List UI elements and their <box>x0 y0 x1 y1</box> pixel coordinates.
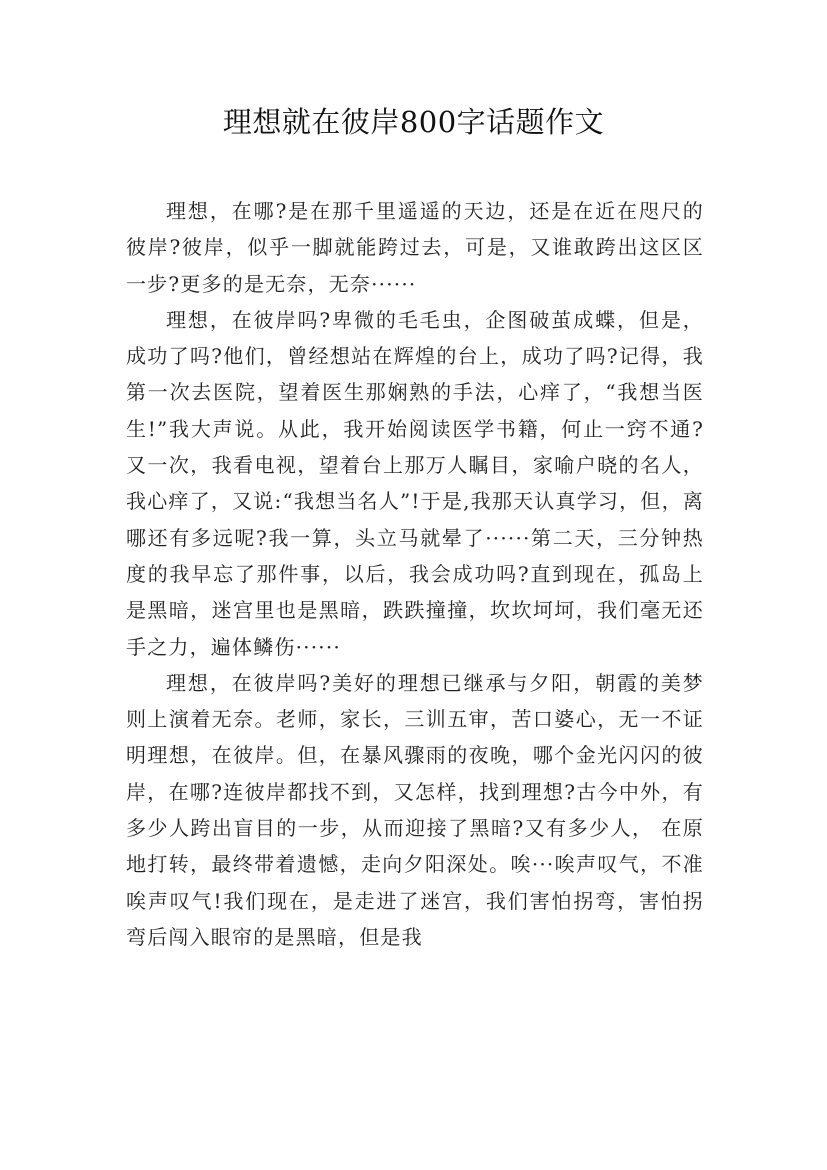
document-title: 理想就在彼岸800字话题作文 <box>222 105 605 139</box>
paragraph-2: 理想，在彼岸吗?卑微的毛毛虫，企图破茧成蝶，但是，成功了吗?他们，曾经想站在辉煌的台上，成功了吗?记得，我第一次去医院，望着医生那娴熟的手法，心痒了，“我想当医生!”我大声说。从此，我开始阅读医学书籍，何止一窍不通?又一次，我看电视，望着台上那万人瞩目，家喻户晓的名人，我心痒了，又说:“我想当名人”!于是,我那天认真学习，但，离哪还有多远呢?我一算，头立马就晕了······第二天，三分钟热度的我早忘了那件事，以后，我会成功吗?直到现在，孤岛上是黑暗，迷宫里也是黑暗，跌跌撞撞，坎坎坷坷，我们毫无还手之力，遍体鳞伤······ <box>126 307 704 659</box>
paragraph-1: 理想，在哪?是在那千里遥遥的天边，还是在近在咫尺的彼岸?彼岸，似乎一脚就能跨过去，可是，又谁敢跨出这区区一步?更多的是无奈，无奈······ <box>126 199 704 296</box>
document-body <box>126 193 704 955</box>
paragraph-3: 理想，在彼岸吗?美好的理想已继承与夕阳，朝霞的美梦则上演着无奈。老师，家长，三训五审，苦口婆心，无一不证明理想，在彼岸。但，在暴风骤雨的夜晚，哪个金光闪闪的彼岸，在哪?连彼岸都找不到，又怎样，找到理想?古今中外，有多少人跨出盲目的一步，从而迎接了黑暗?又有多少人， 在原地打转，最终带着遗憾，走向夕阳深处。唉···唉声叹气，不准唉声叹气!我们现在，是走进了迷宫，我们害怕拐弯，害怕拐弯后闯入眼帘的是黑暗，但是我 <box>126 670 704 949</box>
